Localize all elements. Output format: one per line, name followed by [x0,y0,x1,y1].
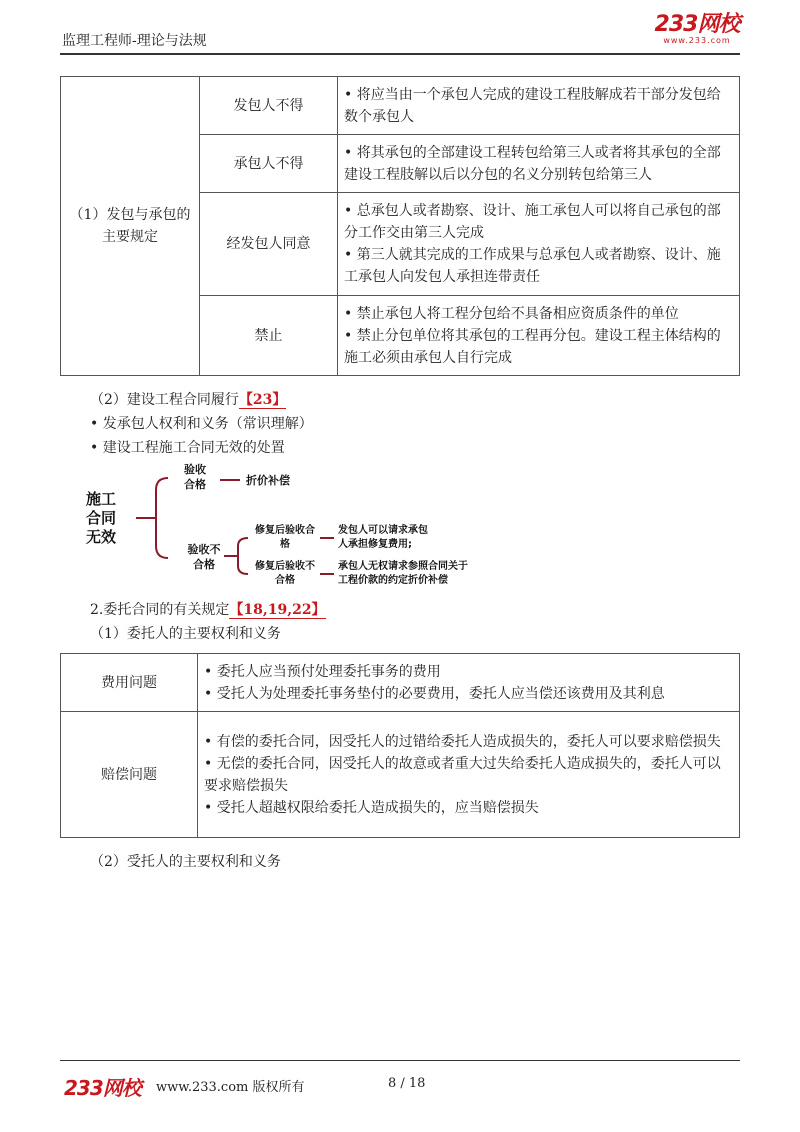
bullet-item: • 将其承包的全部建设工程转包给第三人或者将其承包的全部建设工程肢解以后以分包的名义分别转包给第三人 [344,144,721,183]
table-row [61,77,740,135]
diagram-fail-sub1-result: 发包人可以请求承包人承担修复费用; [338,525,428,550]
bullet-item: • 发承包人权利和义务（常识理解） [90,416,313,432]
exam-year-ref: 【23】 [238,392,287,408]
table-cell-label: 禁止 [200,296,338,376]
diagram-fail-sub1: 修复后验收合格 [255,525,315,550]
bullet-item: • 受托人超越权限给委托人造成损失的，应当赔偿损失 [204,799,539,816]
diagram-fail-sub2-result: 承包人无权请求参照合同关于工程价款的约定折价补偿 [338,561,468,586]
contract-rules-table [60,76,740,376]
brand-logo [652,14,742,45]
table-cell-content [338,77,740,135]
diagram-fail-sub2: 修复后验收不合格 [255,561,315,586]
table-cell-content [198,654,740,712]
heading-text: 2.委托合同的有关规定 [90,602,230,618]
document-header-title: 监理工程师-理论与法规 [62,33,207,49]
subsection-heading: （2）受托人的主要权利和义务 [90,854,281,870]
section-heading-entrustment-contract [90,599,326,619]
diagram-root-label: 施工合同无效 [86,490,117,546]
bullet-item: • 无偿的委托合同，因受托人的故意或者重大过失给委托人造成损失的，委托人可以要求赔偿损失 [204,755,721,794]
header-divider [60,53,740,55]
section-heading-contract-performance [90,389,286,409]
bullet-item: • 第三人就其完成的工作成果与总承包人或者勘察、设计、施工承包人向发包人承担连带责任 [344,247,721,285]
table-row [61,712,740,838]
footer-divider [60,1060,740,1061]
bullet-item: • 将应当由一个承包人完成的建设工程肢解成若干部分发包给数个承包人 [344,86,721,125]
exam-year-ref: 【18,19,22】 [229,602,326,618]
subsection-heading: （1）委托人的主要权利和义务 [90,626,281,642]
table-cell-content [198,712,740,838]
diagram-pass-result: 折价补偿 [246,474,290,487]
table-cell-content [338,135,740,193]
page-number: 8 / 18 [388,1076,426,1091]
diagram-pass-label: 验收合格 [184,463,206,491]
row-header-text: （1）发包与承包的主要规定 [69,207,191,245]
bullet-item: • 总承包人或者勘察、设计、施工承包人可以将自己承包的部分工作交由第三人完成 [344,203,721,241]
diagram-fail-label: 验收不合格 [187,543,221,571]
table-cell-label: 费用问题 [61,654,198,712]
bullet-item: • 受托人为处理委托事务垫付的必要费用，委托人应当偿还该费用及其利息 [204,685,665,702]
logo-url: www.233.com [663,36,731,45]
bracket-sub [238,538,248,574]
bracket-main [156,478,168,558]
table-cell-label: 承包人不得 [200,135,338,193]
invalid-contract-diagram [80,458,480,598]
footer-logo: 233网校 [64,1076,141,1100]
table-row-header [61,77,200,376]
bullet-item: • 禁止分包单位将其承包的工程再分包。建设工程主体结构的施工必须由承包人自行完成 [344,327,721,366]
table-cell-content [338,193,740,296]
table-cell-label: 赔偿问题 [61,712,198,838]
table-cell-label: 发包人不得 [200,77,338,135]
bullet-item: • 有偿的委托合同，因受托人的过错给委托人造成损失的，委托人可以要求赔偿损失 [204,733,721,750]
bullet-item: • 委托人应当预付处理委托事务的费用 [204,663,441,680]
table-cell-label: 经发包人同意 [200,193,338,296]
bullet-item: • 建设工程施工合同无效的处置 [90,440,285,456]
heading-text: （2）建设工程合同履行 [90,392,239,408]
logo-text: 233网校 [654,12,740,37]
footer-copyright: www.233.com 版权所有 [156,1080,305,1095]
table-cell-content [338,296,740,376]
table-row [61,654,740,712]
bullet-item: • 禁止承包人将工程分包给不具备相应资质条件的单位 [344,305,679,322]
principal-rights-table [60,653,740,838]
